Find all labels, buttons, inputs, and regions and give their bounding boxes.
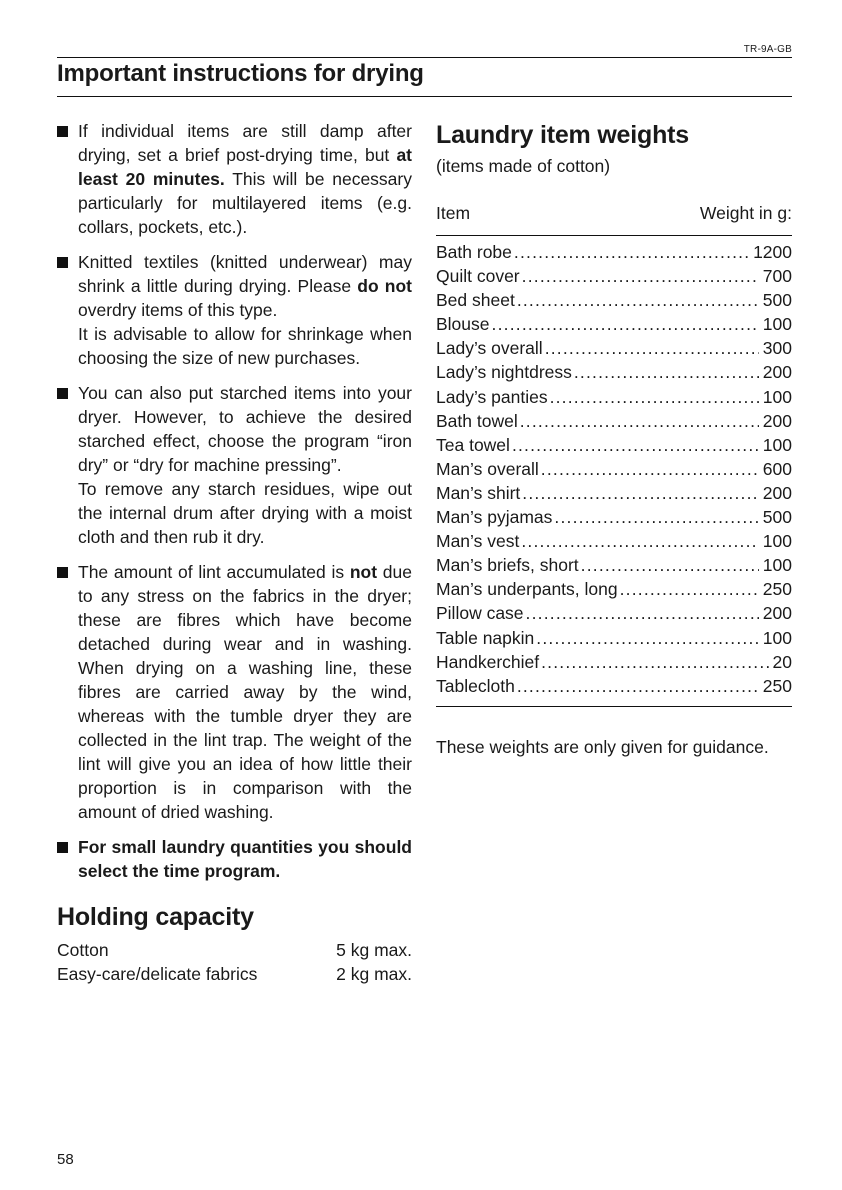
dot-leader bbox=[574, 360, 759, 384]
square-bullet-icon bbox=[57, 567, 68, 578]
weight-row bbox=[436, 481, 792, 505]
body-text: You can also put starched items into your dryer. However, to achieve the desired starched effect, choose the program “iron dry” or “dry for machine pressing”. bbox=[78, 383, 412, 475]
item-weight: 250 bbox=[762, 579, 792, 600]
item-name: Tablecloth bbox=[436, 675, 515, 696]
capacity-row bbox=[57, 938, 412, 962]
body-text: If individual items are still damp after drying, set a brief post-drying time, but bbox=[78, 121, 412, 165]
weight-row bbox=[436, 336, 792, 360]
weight-row bbox=[436, 457, 792, 481]
dot-leader bbox=[550, 385, 759, 409]
instructions-column bbox=[57, 119, 412, 986]
dot-leader bbox=[541, 457, 759, 481]
weight-row bbox=[436, 601, 792, 625]
item-weight: 100 bbox=[762, 531, 792, 552]
body-text: due to any stress on the fabrics in the dryer; these are fibres which have become detached during wear and in washing. When drying on a washing line, these fibres are carried away by the wind, whereas with the tumble dryer they are collected in the lint trap. The weight of the lint will give you an idea of how little their proportion is in comparison with the amount of dried washing. bbox=[78, 562, 413, 822]
item-name: Man’s briefs, short bbox=[436, 555, 579, 576]
page-title: Important instructions for drying bbox=[57, 60, 424, 87]
holding-capacity-section bbox=[57, 903, 412, 986]
instruction-item bbox=[57, 250, 412, 370]
document-code: TR-9A-GB bbox=[743, 44, 792, 55]
weights-note: These weights are only given for guidance. bbox=[436, 736, 769, 757]
dot-leader bbox=[554, 505, 758, 529]
square-bullet-icon bbox=[57, 388, 68, 399]
item-name: Man’s vest bbox=[436, 531, 520, 552]
weight-row bbox=[436, 505, 792, 529]
page-number: 58 bbox=[57, 1151, 74, 1168]
item-name: Bath robe bbox=[436, 242, 512, 262]
item-weight: 100 bbox=[762, 314, 792, 335]
item-weight: 20 bbox=[772, 651, 792, 672]
weight-row bbox=[436, 288, 792, 312]
body-text: Knitted textiles (knitted underwear) may shrink a little during drying. Please bbox=[78, 252, 412, 296]
capacity-label: Easy-care/delicate fabrics bbox=[57, 964, 258, 984]
weight-row bbox=[436, 674, 792, 698]
instruction-text bbox=[78, 381, 412, 549]
instruction-text bbox=[78, 250, 412, 370]
item-weight: 200 bbox=[762, 362, 792, 383]
dot-leader bbox=[541, 650, 768, 674]
item-weight: 500 bbox=[762, 290, 792, 311]
square-bullet-icon bbox=[57, 126, 68, 137]
dot-leader bbox=[536, 626, 759, 650]
weight-column-label: Weight in g: bbox=[699, 203, 792, 223]
weights-subheading: (items made of cotton) bbox=[436, 156, 611, 176]
dot-leader bbox=[522, 264, 759, 288]
dot-leader bbox=[521, 529, 758, 553]
dot-leader bbox=[522, 481, 759, 505]
instruction-item bbox=[57, 835, 412, 883]
weight-row bbox=[436, 433, 792, 457]
item-name: Handkerchief bbox=[436, 651, 540, 672]
item-name: Table napkin bbox=[436, 627, 535, 648]
weight-row bbox=[436, 553, 792, 577]
item-name: Lady’s panties bbox=[436, 386, 548, 407]
item-weight: 500 bbox=[762, 507, 792, 528]
weight-row bbox=[436, 626, 792, 650]
item-weight: 100 bbox=[762, 434, 792, 455]
instruction-text bbox=[78, 835, 412, 883]
weight-row bbox=[436, 264, 792, 288]
instruction-item bbox=[57, 560, 412, 824]
dot-leader bbox=[526, 601, 759, 625]
weights-column bbox=[436, 118, 792, 759]
item-weight: 100 bbox=[762, 555, 792, 576]
weights-heading: Laundry item weights bbox=[436, 121, 689, 149]
dot-leader bbox=[512, 433, 759, 457]
instruction-item bbox=[57, 119, 412, 239]
instructions-list bbox=[57, 119, 412, 883]
item-name: Tea towel bbox=[436, 434, 510, 455]
dot-leader bbox=[517, 288, 759, 312]
dot-leader bbox=[545, 336, 759, 360]
item-weight: 200 bbox=[762, 603, 792, 624]
dot-leader bbox=[520, 409, 759, 433]
square-bullet-icon bbox=[57, 842, 68, 853]
item-name: Bed sheet bbox=[436, 290, 515, 311]
body-text: overdry items of this type. bbox=[78, 300, 278, 320]
dot-leader bbox=[581, 553, 759, 577]
item-weight: 100 bbox=[762, 627, 792, 648]
title-rule bbox=[57, 96, 792, 97]
body-text: To remove any starch residues, wipe out the internal drum after drying with a moist cloth and then rub it dry. bbox=[78, 479, 412, 547]
item-name: Blouse bbox=[436, 314, 490, 335]
top-rule bbox=[57, 57, 792, 58]
weight-row bbox=[436, 360, 792, 384]
item-weight: 1200 bbox=[753, 242, 792, 262]
dot-leader bbox=[517, 674, 759, 698]
emphasis-text: do not bbox=[357, 276, 413, 296]
capacity-label: Cotton bbox=[57, 940, 109, 960]
holding-capacity-heading: Holding capacity bbox=[57, 903, 254, 931]
instruction-item bbox=[57, 381, 412, 549]
weight-row bbox=[436, 650, 792, 674]
weights-table bbox=[436, 236, 792, 707]
item-name: Lady’s nightdress bbox=[436, 362, 572, 383]
dot-leader bbox=[620, 577, 759, 601]
capacity-value: 2 kg max. bbox=[336, 964, 412, 984]
weight-row bbox=[436, 385, 792, 409]
item-weight: 200 bbox=[762, 410, 792, 431]
item-weight: 100 bbox=[762, 386, 792, 407]
capacity-row bbox=[57, 962, 412, 986]
item-weight: 300 bbox=[762, 338, 792, 359]
item-name: Bath towel bbox=[436, 410, 518, 431]
item-name: Man’s underpants, long bbox=[436, 579, 618, 600]
item-name: Lady’s overall bbox=[436, 338, 543, 359]
weight-row bbox=[436, 409, 792, 433]
weight-row bbox=[436, 529, 792, 553]
body-text: This will be necessary particularly for multilayered items (e.g. collars, pockets, etc.). bbox=[78, 169, 412, 237]
weights-column-header bbox=[436, 201, 792, 236]
item-weight: 200 bbox=[762, 482, 792, 503]
body-text: It is advisable to allow for shrinkage when choosing the size of new purchases. bbox=[78, 324, 412, 368]
weight-row bbox=[436, 240, 792, 264]
square-bullet-icon bbox=[57, 257, 68, 268]
item-weight: 700 bbox=[762, 266, 792, 287]
item-name: Man’s overall bbox=[436, 458, 539, 479]
dot-leader bbox=[514, 240, 749, 264]
item-column-label: Item bbox=[436, 203, 471, 223]
body-text: The amount of lint accumulated is bbox=[78, 562, 350, 582]
weight-row bbox=[436, 577, 792, 601]
item-name: Pillow case bbox=[436, 603, 524, 624]
item-weight: 600 bbox=[762, 458, 792, 479]
instruction-text bbox=[78, 119, 412, 239]
emphasis-text: For small laundry quantities you should select the time program. bbox=[78, 837, 412, 881]
emphasis-text: not bbox=[349, 562, 378, 582]
instruction-text bbox=[78, 560, 412, 824]
weight-row bbox=[436, 312, 792, 336]
capacity-value: 5 kg max. bbox=[336, 940, 412, 960]
item-name: Man’s shirt bbox=[436, 482, 521, 503]
dot-leader bbox=[492, 312, 759, 336]
item-name: Man’s pyjamas bbox=[436, 507, 553, 528]
item-name: Quilt cover bbox=[436, 266, 520, 287]
emphasis-text: at least 20 minutes. bbox=[78, 145, 412, 189]
item-weight: 250 bbox=[762, 675, 792, 696]
